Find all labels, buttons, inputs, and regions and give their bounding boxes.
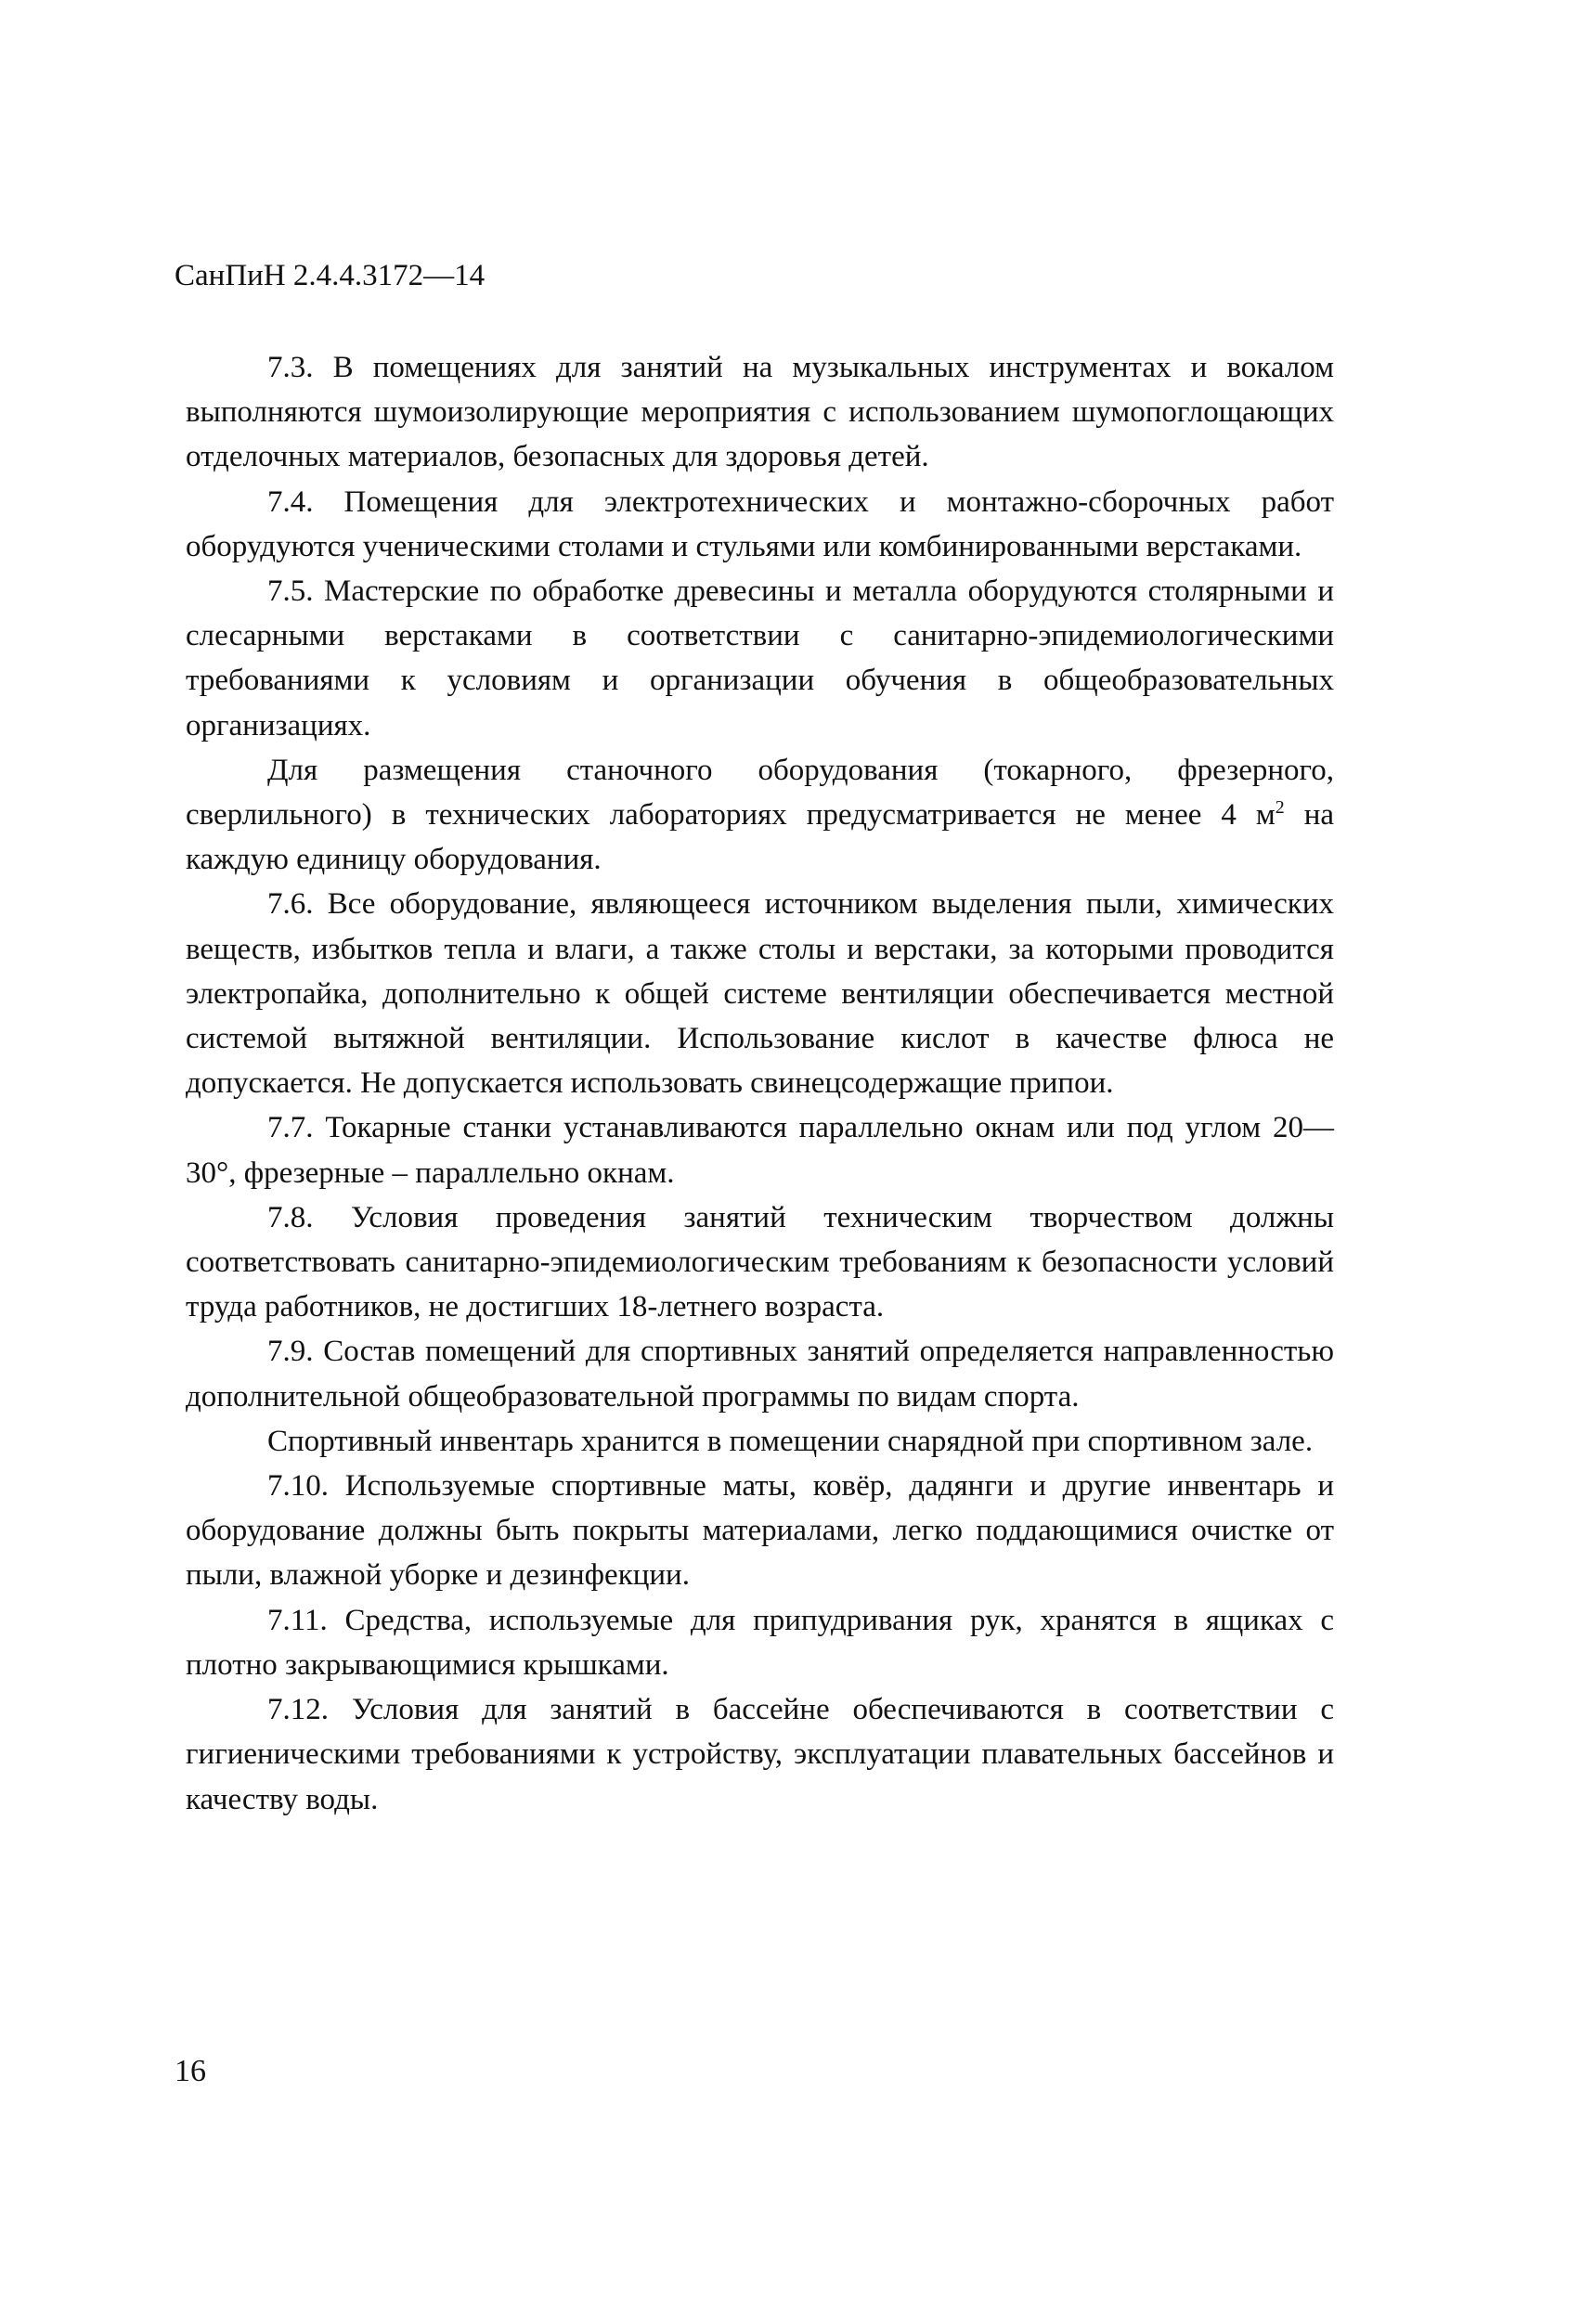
paragraph-number: 7.9. bbox=[267, 1335, 314, 1369]
paragraph-7-5 bbox=[186, 569, 1334, 748]
paragraph-7-6 bbox=[186, 882, 1334, 1105]
paragraph-number: 7.4. bbox=[267, 484, 314, 519]
paragraph-text: Состав помещений для спортивных занятий определяется направленностью дополнительной общеобразовательной программы по видам спорта. bbox=[186, 1335, 1334, 1414]
paragraph-text: Помещения для электротехнических и монтажно-сборочных работ оборудуются ученическими столами и стульями или комбинированными верстаками. bbox=[186, 484, 1334, 563]
paragraph-7-12 bbox=[186, 1687, 1334, 1822]
paragraph-7-11 bbox=[186, 1598, 1334, 1687]
paragraph-7-8 bbox=[186, 1195, 1334, 1330]
paragraph-7-4 bbox=[186, 480, 1334, 569]
paragraph-text: Мастерские по обработке древесины и металла оборудуются столярными и слесарными верстаками в соответствии с санитарно-эпидемиологическими требованиями к условиям и организации обучения в общеобразовательных организациях. bbox=[186, 575, 1334, 742]
paragraph-number: 7.8. bbox=[267, 1200, 314, 1234]
paragraph-7-7 bbox=[186, 1105, 1334, 1194]
paragraph-text: В помещениях для занятий на музыкальных инструментах и вокалом выполняются шумоизолирующие мероприятия с использованием шумопоглощающих отделочных материалов, безопасных для здоровья детей. bbox=[186, 351, 1334, 474]
paragraph-text: Токарные станки устанавливаются параллельно окнам или под углом 20—30°, фрезерные – параллельно окнам. bbox=[186, 1111, 1334, 1190]
paragraph-number: 7.11. bbox=[267, 1603, 328, 1637]
running-header: СанПиН 2.4.4.3172—14 bbox=[175, 259, 486, 292]
square-meter-superscript: 2 bbox=[1275, 797, 1285, 819]
paragraph-number: 7.3. bbox=[267, 351, 314, 384]
page-number: 16 bbox=[175, 2054, 206, 2088]
paragraph-text: Спортивный инвентарь хранится в помещении снарядной при спортивном зале. bbox=[267, 1424, 1314, 1458]
paragraph-text: Условия для занятий в бассейне обеспечиваются в соответствии с гигиеническими требованиями к устройству, эксплуатации плавательных бассейнов и качеству воды. bbox=[186, 1693, 1334, 1816]
document-body bbox=[186, 345, 1334, 1822]
paragraph-text: Средства, используемые для припудривания рук, хранятся в ящиках с плотно закрывающимися крышками. bbox=[186, 1603, 1334, 1682]
paragraph-number: 7.7. bbox=[267, 1111, 314, 1145]
paragraph-text-continued: на каждую единицу оборудования. bbox=[186, 798, 1335, 877]
paragraph-7-3 bbox=[186, 345, 1334, 480]
paragraph-text: Условия проведения занятий техническим творчеством должны соответствовать санитарно-эпидемиологическим требованиям к безопасности условий труда работников, не достигших 18-летнего возраста. bbox=[186, 1200, 1334, 1324]
paragraph-sports-inventory bbox=[186, 1419, 1334, 1464]
paragraph-number: 7.10. bbox=[267, 1469, 329, 1504]
paragraph-7-10 bbox=[186, 1464, 1334, 1598]
paragraph-text: Для размещения станочного оборудования (токарного, фрезерного, сверлильного) в технических лабораториях предусматривается не менее 4 м bbox=[186, 753, 1334, 833]
paragraph-equipment-space bbox=[186, 748, 1334, 883]
paragraph-number: 7.6. bbox=[267, 887, 314, 922]
paragraph-text: Используемые спортивные маты, ковёр, дадянги и другие инвентарь и оборудование должны быть покрыты материалами, легко поддающимися очистке от пыли, влажной уборке и дезинфекции. bbox=[186, 1469, 1334, 1593]
paragraph-7-9 bbox=[186, 1329, 1334, 1418]
paragraph-number: 7.12. bbox=[267, 1693, 329, 1727]
paragraph-number: 7.5. bbox=[267, 575, 314, 609]
paragraph-text: Все оборудование, являющееся источником выделения пыли, химических веществ, избытков тепла и влаги, а также столы и верстаки, за которыми проводится электропайка, дополнительно к общей системе вентиляции обеспечивается местной системой вытяжной вентиляции. Использование кислот в качестве флюса не допускается. Не допускается использовать свинецсодержащие припои. bbox=[186, 887, 1334, 1101]
